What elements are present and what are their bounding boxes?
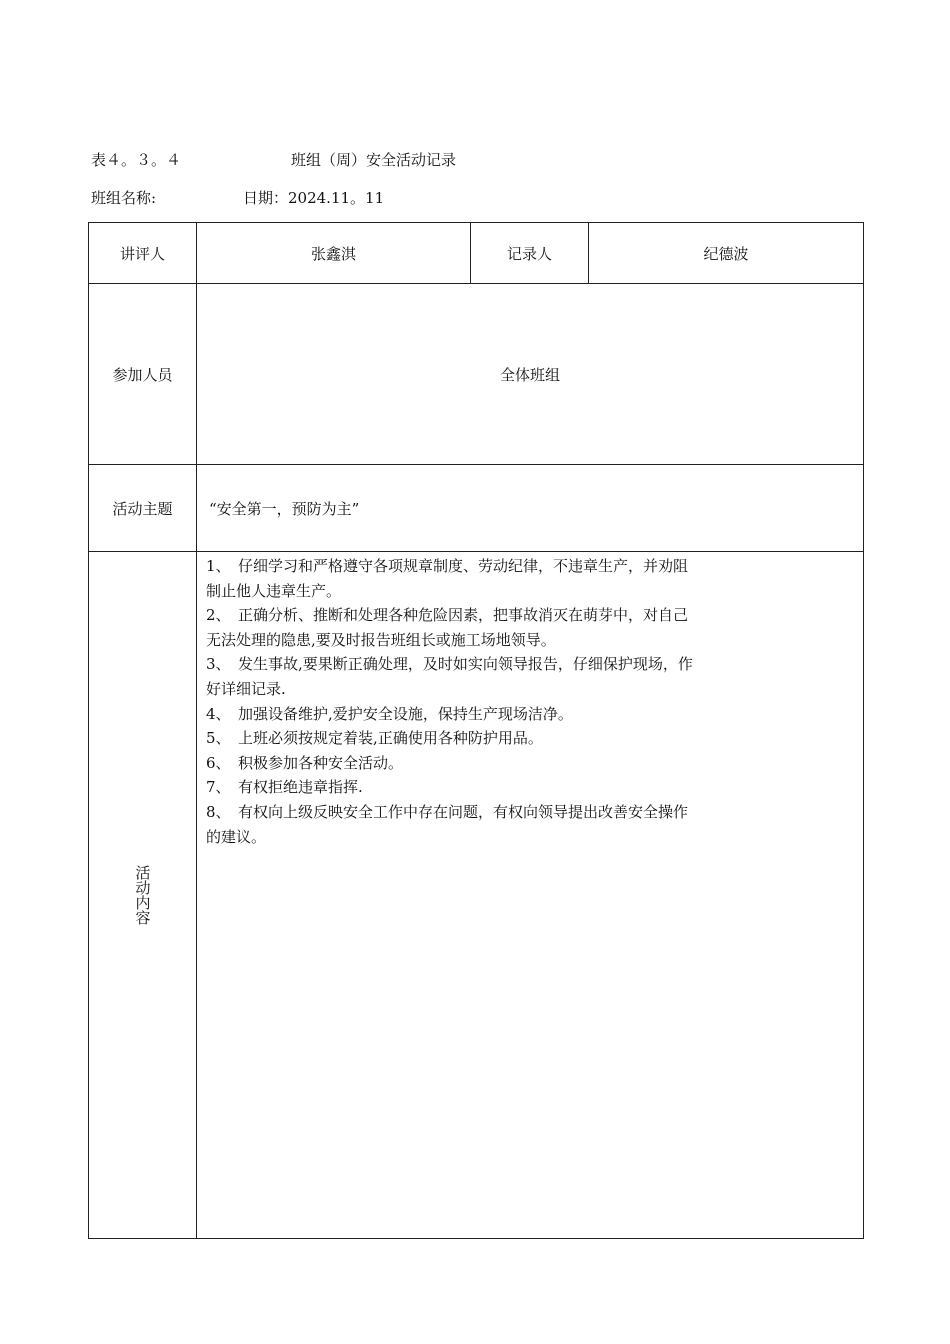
lecturer-value: 张鑫淇 [197,223,471,284]
participants-value: 全体班组 [197,284,864,465]
content-item-3: 3、 发生事故,要果断正确处理，及时如实向领导报告，仔细保护现场，作好详细记录. [206,655,693,698]
table-row-content [89,552,864,1239]
activity-record-table [88,222,864,1239]
content-item-4: 4、 加强设备维护,爱护安全设施，保持生产现场洁净。 [206,704,573,723]
content-label-cell [89,552,197,1239]
lecturer-label: 讲评人 [89,223,197,284]
date-label: 日期：2024.11。11 [243,189,385,207]
participants-label: 参加人员 [89,284,197,465]
table-row-lecturer [89,223,864,284]
content-item-8: 8、 有权向上级反映安全工作中存在问题，有权向领导提出改善安全操作的建议。 [206,802,689,846]
content-item-5: 5、 上班必须按规定着装,正确使用各种防护用品。 [206,729,543,748]
table-row-theme [89,465,864,552]
content-item-1: 1、 仔细学习和严格遵守各项规章制度、劳动纪律，不违章生产，并劝阻制止他人违章生产。 [206,557,689,600]
content-value [197,552,864,1239]
content-item-7: 7、 有权拒绝违章指挥. [206,778,363,797]
team-name-label: 班组名称: [91,189,157,207]
table-row-participants [89,284,864,465]
content-item-2: 2、 正确分析、推断和处理各种危险因素，把事故消灭在萌芽中，对自己无法处理的隐患,要及时报告班组长或施工场地领导。 [206,606,689,649]
theme-label: 活动主题 [89,465,197,552]
document-title: 班组（周）安全活动记录 [291,151,457,169]
table-number: 表４。３。４ [91,151,182,169]
content-item-6: 6、 积极参加各种安全活动。 [206,753,404,772]
recorder-value: 纪德波 [589,223,864,284]
theme-value: “安全第一，预防为主” [197,465,864,552]
content-label: 活动内容 [133,865,152,925]
recorder-label: 记录人 [471,223,589,284]
